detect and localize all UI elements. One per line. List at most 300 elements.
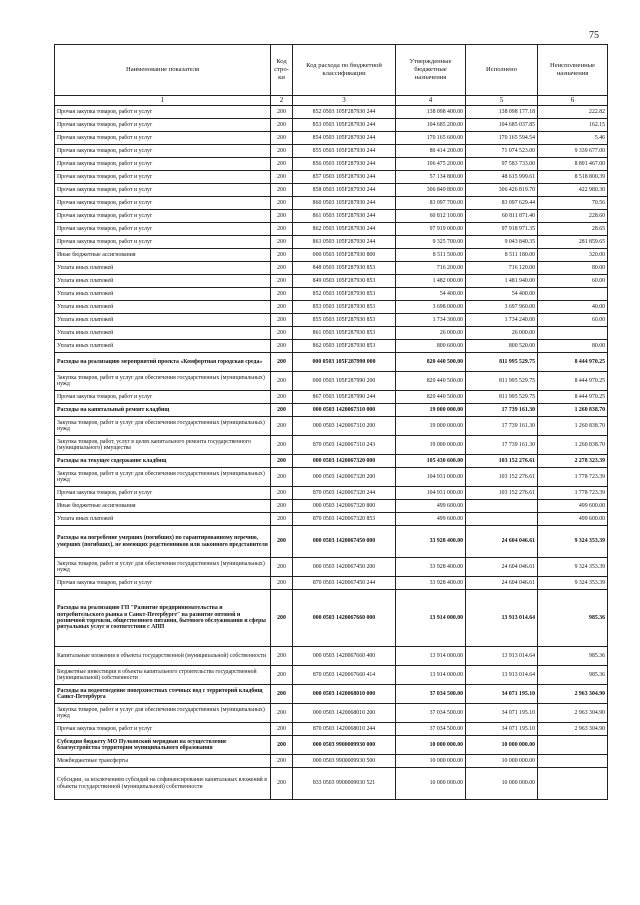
table-row [55, 340, 608, 353]
row-executed: 9 043 840.35 [466, 236, 538, 249]
row-approved: 37 034 500.00 [396, 685, 466, 704]
row-budget-code: 848 0503 105F287930 853 [293, 262, 396, 275]
table-body [55, 106, 608, 800]
row-unexecuted: 281 859.65 [538, 236, 608, 249]
table-row [55, 455, 608, 468]
row-approved: 33 928 400.00 [396, 577, 466, 590]
row-approved: 37 034 500.00 [396, 723, 466, 736]
row-unexecuted: 1 260 838.70 [538, 436, 608, 455]
row-executed: 8 511 180.00 [466, 249, 538, 262]
row-name: Иные бюджетные ассигнования [55, 249, 271, 262]
row-approved: 19 000 000.00 [396, 417, 466, 436]
row-approved: 37 034 500.00 [396, 704, 466, 723]
column-number: 1 [55, 96, 271, 106]
row-line-code: 200 [271, 704, 293, 723]
row-approved: 138 098 400.00 [396, 106, 466, 119]
row-executed: 13 913 014.64 [466, 666, 538, 685]
row-line-code: 200 [271, 526, 293, 558]
row-budget-code: 870 0503 1420067660 414 [293, 666, 396, 685]
row-budget-code: 870 0503 1420067320 853 [293, 513, 396, 526]
row-unexecuted: 422 980.30 [538, 184, 608, 197]
row-name: Прочая закупка товаров, работ и услуг [55, 723, 271, 736]
row-unexecuted: 1 260 838.70 [538, 417, 608, 436]
row-name: Прочая закупка товаров, работ и услуг [55, 487, 271, 500]
row-name: Прочая закупка товаров, работ и услуг [55, 106, 271, 119]
row-line-code: 200 [271, 404, 293, 417]
row-executed: 34 071 195.10 [466, 723, 538, 736]
row-budget-code: 852 0503 105F287930 853 [293, 288, 396, 301]
row-executed: 10 000 000.00 [466, 736, 538, 755]
row-line-code: 200 [271, 468, 293, 487]
table-row [55, 314, 608, 327]
row-approved: 3 698 000.00 [396, 301, 466, 314]
row-approved: 104 931 000.00 [396, 487, 466, 500]
row-line-code: 200 [271, 755, 293, 768]
row-approved: 19 000 000.00 [396, 436, 466, 455]
row-name: Расходы на реализацию мероприятий проекта «Комфортная городская среда» [55, 353, 271, 372]
table-row [55, 236, 608, 249]
row-line-code: 200 [271, 723, 293, 736]
table-row [55, 158, 608, 171]
row-line-code: 200 [271, 301, 293, 314]
row-name: Прочая закупка товаров, работ и услуг [55, 184, 271, 197]
row-line-code: 200 [271, 132, 293, 145]
table-row [55, 647, 608, 666]
table-row [55, 171, 608, 184]
table-row [55, 704, 608, 723]
row-unexecuted: 2 963 304.90 [538, 704, 608, 723]
row-line-code: 200 [271, 455, 293, 468]
row-executed: 24 604 046.61 [466, 577, 538, 590]
row-budget-code: 863 0503 105F287930 244 [293, 236, 396, 249]
row-budget-code: 867 0503 105F287990 244 [293, 391, 396, 404]
row-line-code: 200 [271, 236, 293, 249]
row-budget-code: 000 0503 1420067320 000 [293, 455, 396, 468]
row-approved: 33 928 400.00 [396, 558, 466, 577]
row-executed: 103 152 276.61 [466, 455, 538, 468]
row-budget-code: 862 0503 105F287930 853 [293, 340, 396, 353]
row-unexecuted: 1 778 723.39 [538, 468, 608, 487]
table-row [55, 119, 608, 132]
row-executed: 10 000 000.00 [466, 755, 538, 768]
row-unexecuted: 60.00 [538, 314, 608, 327]
row-approved: 60 812 100.00 [396, 210, 466, 223]
row-name: Межбюджетные трансферты [55, 755, 271, 768]
row-unexecuted: 8 891 467.00 [538, 158, 608, 171]
row-budget-code: 870 0503 1420068010 244 [293, 723, 396, 736]
row-line-code: 200 [271, 685, 293, 704]
row-unexecuted [538, 288, 608, 301]
table-row [55, 249, 608, 262]
row-name: Бюджетные инвестиции в объекты капитального строительства государственной (муниципальной) собственности [55, 666, 271, 685]
row-approved: 106 475 200.00 [396, 158, 466, 171]
row-executed: 60 811 871.40 [466, 210, 538, 223]
row-executed: 716 120.00 [466, 262, 538, 275]
row-executed: 34 071 195.10 [466, 704, 538, 723]
row-line-code: 200 [271, 314, 293, 327]
row-executed: 103 152 276.61 [466, 487, 538, 500]
row-unexecuted [538, 768, 608, 800]
row-approved: 306 849 800.00 [396, 184, 466, 197]
row-budget-code: 000 0503 9900009930 000 [293, 736, 396, 755]
row-executed [466, 500, 538, 513]
row-approved: 499 600.00 [396, 513, 466, 526]
row-name: Закупка товаров, работ и услуг для обеспечения государственных (муниципальных) нужд [55, 558, 271, 577]
row-line-code: 200 [271, 288, 293, 301]
row-executed: 34 071 195.10 [466, 685, 538, 704]
row-unexecuted: 222.82 [538, 106, 608, 119]
row-approved: 1 734 300.00 [396, 314, 466, 327]
row-approved: 26 000.00 [396, 327, 466, 340]
row-approved: 499 600.00 [396, 500, 466, 513]
row-line-code: 200 [271, 106, 293, 119]
row-approved: 57 134 800.00 [396, 171, 466, 184]
row-unexecuted: 9 324 353.39 [538, 577, 608, 590]
row-budget-code: 000 0503 1420067660 000 [293, 590, 396, 647]
row-budget-code: 000 0503 1420067310 200 [293, 417, 396, 436]
row-line-code: 200 [271, 436, 293, 455]
row-budget-code: 000 0503 105F287990 200 [293, 372, 396, 391]
row-name: Уплата иных платежей [55, 340, 271, 353]
row-approved: 820 440 500.00 [396, 353, 466, 372]
row-approved: 10 000 000.00 [396, 736, 466, 755]
row-line-code: 200 [271, 197, 293, 210]
row-name: Закупка товаров, работ, услуг в целях капитального ремонта государственного (муниципального) имущества [55, 436, 271, 455]
row-approved: 170 165 600.00 [396, 132, 466, 145]
row-budget-code: 870 0503 1420067450 244 [293, 577, 396, 590]
row-line-code: 200 [271, 391, 293, 404]
row-approved: 104 685 200.00 [396, 119, 466, 132]
row-name: Прочая закупка товаров, работ и услуг [55, 391, 271, 404]
row-unexecuted: 28.65 [538, 223, 608, 236]
row-approved: 1 482 000.00 [396, 275, 466, 288]
row-name: Субсидия бюджету МО Пулковский меридиан на осуществление благоустройства территории муниципального образования [55, 736, 271, 755]
row-name: Закупка товаров, работ и услуг для обеспечения государственных (муниципальных) нужд [55, 704, 271, 723]
table-row [55, 145, 608, 158]
row-line-code: 200 [271, 171, 293, 184]
row-unexecuted: 70.56 [538, 197, 608, 210]
row-name: Уплата иных платежей [55, 288, 271, 301]
row-budget-code: 000 0503 1420067660 400 [293, 647, 396, 666]
table-row [55, 436, 608, 455]
row-unexecuted [538, 755, 608, 768]
row-name: Иные бюджетные ассигнования [55, 500, 271, 513]
row-budget-code: 000 0503 105F287930 800 [293, 249, 396, 262]
header-approved: Утвержденные бюджетные назначения [396, 45, 466, 96]
row-executed: 800 520.00 [466, 340, 538, 353]
row-line-code: 200 [271, 327, 293, 340]
row-unexecuted: 985.36 [538, 647, 608, 666]
row-name: Уплата иных платежей [55, 314, 271, 327]
row-unexecuted: 8 444 970.25 [538, 372, 608, 391]
row-unexecuted: 60.00 [538, 275, 608, 288]
row-name: Закупка товаров, работ и услуг для обеспечения государственных (муниципальных) нужд [55, 417, 271, 436]
row-budget-code: 833 0503 9900009930 521 [293, 768, 396, 800]
table-row [55, 106, 608, 119]
table-row [55, 417, 608, 436]
table-row [55, 197, 608, 210]
row-approved: 800 600.00 [396, 340, 466, 353]
table-row [55, 513, 608, 526]
row-line-code: 200 [271, 487, 293, 500]
row-line-code: 200 [271, 417, 293, 436]
row-unexecuted: 80.00 [538, 340, 608, 353]
table-row [55, 223, 608, 236]
table-row [55, 723, 608, 736]
row-line-code: 200 [271, 577, 293, 590]
row-unexecuted [538, 327, 608, 340]
row-approved: 97 919 000.00 [396, 223, 466, 236]
table-row [55, 558, 608, 577]
row-unexecuted: 2 963 304.90 [538, 685, 608, 704]
row-approved: 820 440 500.00 [396, 372, 466, 391]
row-budget-code: 854 0503 105F287930 244 [293, 132, 396, 145]
row-name: Расходы на водоотведение поверхностных сточных вод с территорий кладбищ Санкт-Петербурга [55, 685, 271, 704]
table-row [55, 666, 608, 685]
row-unexecuted: 8 518 800.39 [538, 171, 608, 184]
row-budget-code: 849 0503 105F287930 853 [293, 275, 396, 288]
row-executed: 138 098 177.18 [466, 106, 538, 119]
table-row [55, 275, 608, 288]
table-row [55, 685, 608, 704]
row-budget-code: 870 0503 1420067310 243 [293, 436, 396, 455]
row-name: Расходы на погребение умерших (погибших) по гарантированному перечню, умерших (погибших), не имеющих родственников или законного представителя [55, 526, 271, 558]
row-unexecuted: 162.15 [538, 119, 608, 132]
row-executed: 26 000.00 [466, 327, 538, 340]
row-approved: 54 400.00 [396, 288, 466, 301]
table-row [55, 262, 608, 275]
row-executed: 17 739 161.30 [466, 417, 538, 436]
row-executed: 811 995 529.75 [466, 372, 538, 391]
row-unexecuted: 2 963 304.90 [538, 723, 608, 736]
row-unexecuted: 2 278 323.39 [538, 455, 608, 468]
row-budget-code: 861 0503 105F287930 244 [293, 210, 396, 223]
row-executed: 811 995 529.75 [466, 353, 538, 372]
row-budget-code: 858 0503 105F287930 244 [293, 184, 396, 197]
row-executed [466, 513, 538, 526]
page-number: 75 [589, 30, 599, 41]
table-row [55, 184, 608, 197]
row-executed: 24 604 046.61 [466, 558, 538, 577]
row-approved: 820 440 500.00 [396, 391, 466, 404]
row-name: Расходы на реализацию ГП "Развитие предпринимательства и потребительского рынка в Санкт-Петербурге" на развитие оптовой и розничной торговли, общественного питания, бытового обслуживания и сферы ритуальных услуг в соответствии с АПП [55, 590, 271, 647]
header-line-code: Код стро-ки [271, 45, 293, 96]
row-budget-code: 000 0503 1420067450 000 [293, 526, 396, 558]
row-name: Прочая закупка товаров, работ и услуг [55, 210, 271, 223]
row-executed: 17 739 161.30 [466, 404, 538, 417]
column-number: 5 [466, 96, 538, 106]
row-executed: 24 604 046.61 [466, 526, 538, 558]
row-budget-code: 000 0503 105F287990 000 [293, 353, 396, 372]
row-budget-code: 853 0503 105F287930 853 [293, 301, 396, 314]
row-name: Уплата иных платежей [55, 513, 271, 526]
row-budget-code: 855 0503 105F287930 853 [293, 314, 396, 327]
row-executed: 13 913 014.64 [466, 590, 538, 647]
row-executed: 97 583 733.00 [466, 158, 538, 171]
header-row [55, 45, 608, 96]
row-budget-code: 862 0503 105F287930 244 [293, 223, 396, 236]
header-executed: Исполнено [466, 45, 538, 96]
row-line-code: 200 [271, 340, 293, 353]
row-line-code: 200 [271, 158, 293, 171]
row-name: Расходы на капитальный ремонт кладбищ [55, 404, 271, 417]
row-unexecuted: 40.00 [538, 301, 608, 314]
row-executed: 1 734 240.00 [466, 314, 538, 327]
table-row [55, 526, 608, 558]
table-row [55, 132, 608, 145]
row-approved: 83 097 700.00 [396, 197, 466, 210]
row-line-code: 200 [271, 119, 293, 132]
row-line-code: 200 [271, 736, 293, 755]
row-approved: 105 430 600.00 [396, 455, 466, 468]
row-unexecuted: 80.00 [538, 262, 608, 275]
row-executed: 104 685 037.85 [466, 119, 538, 132]
row-executed: 1 481 940.00 [466, 275, 538, 288]
row-unexecuted: 499 600.00 [538, 513, 608, 526]
column-number: 3 [293, 96, 396, 106]
table-row [55, 590, 608, 647]
row-approved: 13 914 000.00 [396, 666, 466, 685]
row-budget-code: 861 0503 105F287930 853 [293, 327, 396, 340]
row-name: Прочая закупка товаров, работ и услуг [55, 145, 271, 158]
row-budget-code: 857 0503 105F287930 244 [293, 171, 396, 184]
row-line-code: 200 [271, 500, 293, 513]
row-line-code: 200 [271, 210, 293, 223]
table-row [55, 210, 608, 223]
row-executed: 13 913 014.64 [466, 647, 538, 666]
row-budget-code: 000 0503 1420068010 000 [293, 685, 396, 704]
row-name: Прочая закупка товаров, работ и услуг [55, 223, 271, 236]
row-unexecuted [538, 736, 608, 755]
row-budget-code: 000 0503 1420067320 800 [293, 500, 396, 513]
row-approved: 716 200.00 [396, 262, 466, 275]
row-unexecuted: 985.36 [538, 590, 608, 647]
row-unexecuted: 9 339 677.00 [538, 145, 608, 158]
table-row [55, 736, 608, 755]
row-name: Уплата иных платежей [55, 262, 271, 275]
row-name: Прочая закупка товаров, работ и услуг [55, 171, 271, 184]
row-approved: 10 000 000.00 [396, 768, 466, 800]
header-unexecuted: Неисполненные назначения [538, 45, 608, 96]
row-line-code: 200 [271, 590, 293, 647]
table-row [55, 577, 608, 590]
row-executed: 48 615 999.61 [466, 171, 538, 184]
column-number: 2 [271, 96, 293, 106]
row-unexecuted: 9 324 353.39 [538, 558, 608, 577]
column-number-row [55, 96, 608, 106]
row-budget-code: 860 0503 105F287930 244 [293, 197, 396, 210]
row-executed: 306 426 819.70 [466, 184, 538, 197]
row-approved: 9 325 700.00 [396, 236, 466, 249]
row-line-code: 200 [271, 353, 293, 372]
table-row [55, 327, 608, 340]
row-budget-code: 000 0503 1420067320 200 [293, 468, 396, 487]
row-line-code: 200 [271, 223, 293, 236]
table-row [55, 353, 608, 372]
row-name: Уплата иных платежей [55, 301, 271, 314]
row-budget-code: 853 0503 105F287930 244 [293, 119, 396, 132]
budget-execution-table [54, 44, 608, 800]
row-line-code: 200 [271, 666, 293, 685]
row-budget-code: 852 0503 105F287930 244 [293, 106, 396, 119]
row-executed: 71 074 523.00 [466, 145, 538, 158]
table-row [55, 755, 608, 768]
row-name: Субсидии, за исключением субсидий на софинансирование капитальных вложений в объекты государственной (муниципальной) собственности [55, 768, 271, 800]
row-executed: 54 400.00 [466, 288, 538, 301]
row-line-code: 200 [271, 145, 293, 158]
row-line-code: 200 [271, 768, 293, 800]
row-unexecuted: 228.60 [538, 210, 608, 223]
row-unexecuted: 1 260 838.70 [538, 404, 608, 417]
table-row [55, 288, 608, 301]
row-approved: 13 914 000.00 [396, 590, 466, 647]
row-name: Прочая закупка товаров, работ и услуг [55, 158, 271, 171]
row-budget-code: 000 0503 1420067450 200 [293, 558, 396, 577]
row-unexecuted: 985.36 [538, 666, 608, 685]
row-unexecuted: 9 324 353.39 [538, 526, 608, 558]
row-unexecuted: 8 444 970.25 [538, 391, 608, 404]
table-row [55, 768, 608, 800]
table-row [55, 372, 608, 391]
row-name: Капитальные вложения в объекты государственной (муниципальной) собственности [55, 647, 271, 666]
row-executed: 97 918 971.35 [466, 223, 538, 236]
row-unexecuted: 1 778 723.39 [538, 487, 608, 500]
row-name: Прочая закупка товаров, работ и услуг [55, 119, 271, 132]
row-name: Прочая закупка товаров, работ и услуг [55, 236, 271, 249]
row-name: Прочая закупка товаров, работ и услуг [55, 132, 271, 145]
row-approved: 80 414 200.00 [396, 145, 466, 158]
header-name: Наименование показателя [55, 45, 271, 96]
row-approved: 33 928 400.00 [396, 526, 466, 558]
header-budget-code: Код расхода по бюджетной классификации [293, 45, 396, 96]
row-name: Уплата иных платежей [55, 275, 271, 288]
row-line-code: 200 [271, 558, 293, 577]
row-budget-code: 856 0503 105F287930 244 [293, 158, 396, 171]
row-executed: 17 739 161.30 [466, 436, 538, 455]
row-line-code: 200 [271, 372, 293, 391]
row-unexecuted: 320.00 [538, 249, 608, 262]
row-name: Прочая закупка товаров, работ и услуг [55, 577, 271, 590]
table-row [55, 301, 608, 314]
row-name: Уплата иных платежей [55, 327, 271, 340]
row-unexecuted: 499 600.00 [538, 500, 608, 513]
row-budget-code: 000 0503 1420068010 200 [293, 704, 396, 723]
table-row [55, 468, 608, 487]
row-unexecuted: 5.46 [538, 132, 608, 145]
row-line-code: 200 [271, 275, 293, 288]
row-executed: 811 995 529.75 [466, 391, 538, 404]
row-line-code: 200 [271, 262, 293, 275]
table-row [55, 487, 608, 500]
table-row [55, 500, 608, 513]
table-row [55, 391, 608, 404]
row-approved: 8 511 500.00 [396, 249, 466, 262]
row-executed: 83 097 629.44 [466, 197, 538, 210]
row-budget-code: 855 0503 105F287930 244 [293, 145, 396, 158]
row-name: Закупка товаров, работ и услуг для обеспечения государственных (муниципальных) нужд [55, 372, 271, 391]
row-name: Прочая закупка товаров, работ и услуг [55, 197, 271, 210]
row-executed: 3 697 960.00 [466, 301, 538, 314]
row-budget-code: 000 0503 1420067310 000 [293, 404, 396, 417]
row-name: Расходы на текущее содержание кладбищ [55, 455, 271, 468]
row-budget-code: 000 0503 9900009930 500 [293, 755, 396, 768]
row-executed: 170 165 594.54 [466, 132, 538, 145]
table-row [55, 404, 608, 417]
row-line-code: 200 [271, 184, 293, 197]
column-number: 4 [396, 96, 466, 106]
row-line-code: 200 [271, 513, 293, 526]
row-approved: 10 000 000.00 [396, 755, 466, 768]
